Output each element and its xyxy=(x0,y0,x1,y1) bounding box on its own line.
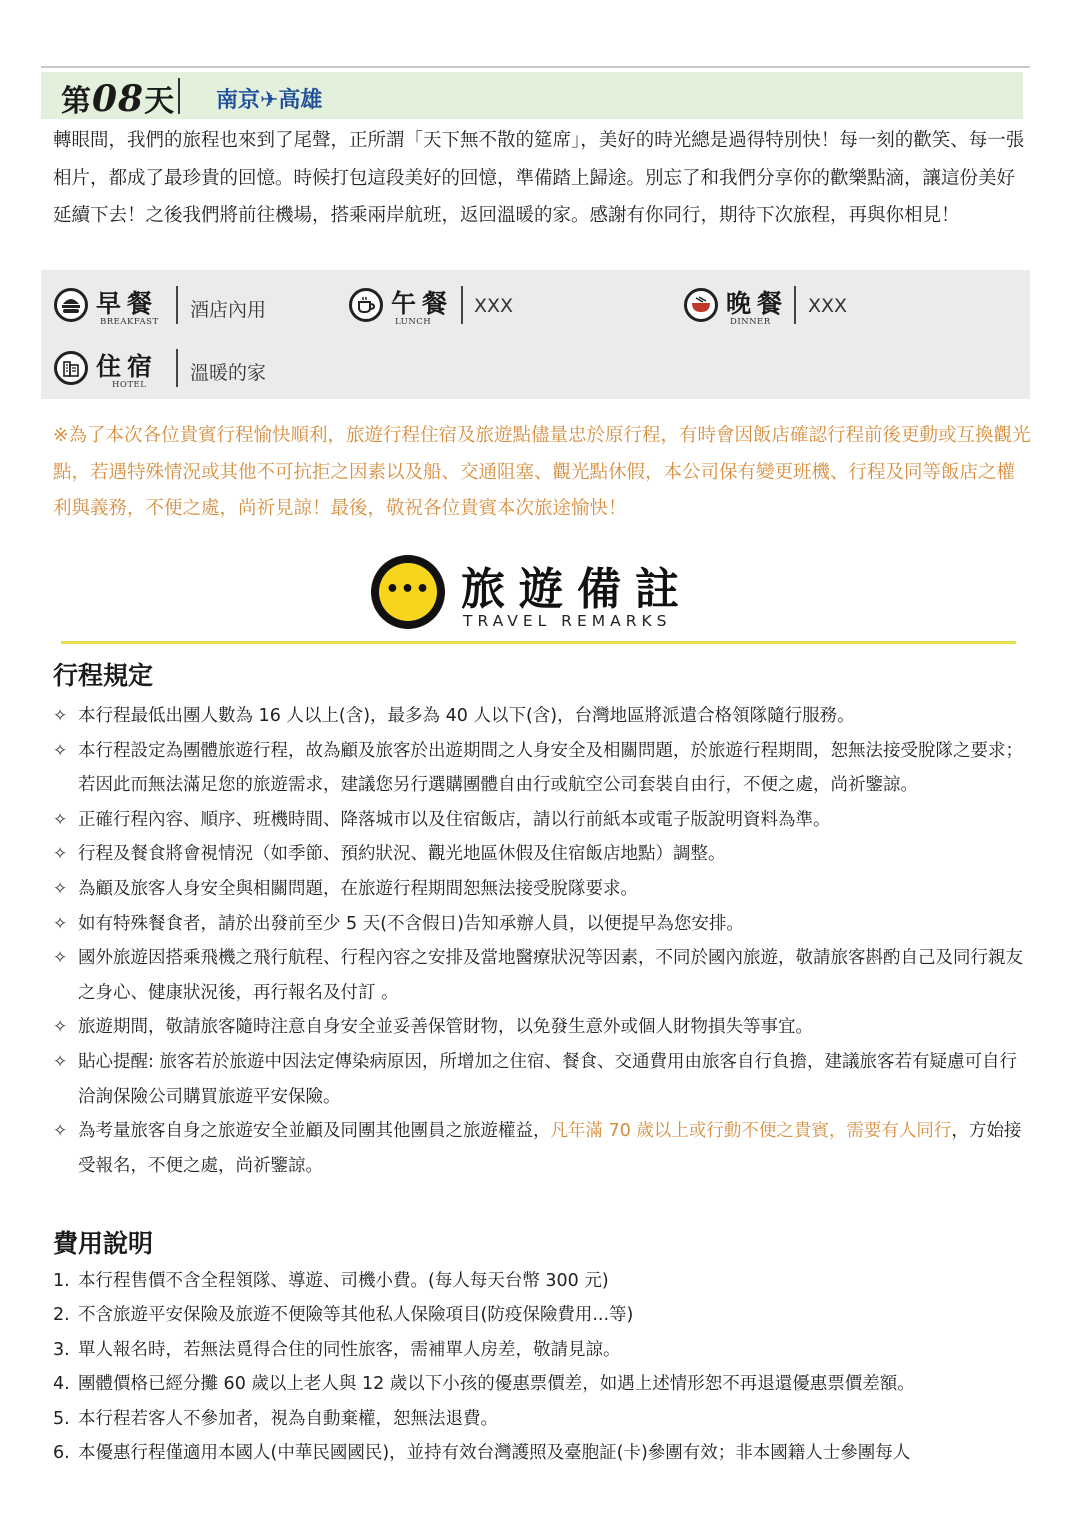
bullet-icon: ✧ xyxy=(53,1017,68,1038)
fee-text: 團體價格已經分攤 60 歲以上老人與 12 歲以下小孩的優惠票價差，如遇上述情形恕不再退還優惠票價差額。 xyxy=(78,1374,915,1395)
top-divider xyxy=(41,66,1030,68)
fee-text: 不含旅遊平安保險及旅遊不便險等其他私人保險項目(防疫保險費用...等) xyxy=(78,1305,634,1326)
fees-heading: 費用說明 xyxy=(53,1229,154,1258)
day-number: 08 xyxy=(92,78,145,120)
rule-item xyxy=(53,907,1033,942)
day-prefix: 第 xyxy=(61,84,92,119)
rule-text: 國外旅遊因搭乘飛機之飛行航程、行程內容之安排及當地醫療狀況等因素，不同於國內旅遊，敬請旅客斟酌自己及同行親友之身心、健康狀況後，再行報名及付訂 。 xyxy=(78,948,1023,1003)
fee-text: 本行程售價不含全程領隊、導遊、司機小費。(每人每天台幣 300 元) xyxy=(78,1271,609,1291)
rules-heading: 行程規定 xyxy=(53,661,154,690)
meal-dinner-divider xyxy=(794,286,796,324)
bubble-dots: ••• xyxy=(385,576,431,602)
meal-lunch-label: 午餐 xyxy=(391,289,454,318)
fee-item xyxy=(53,1402,1033,1436)
rule-text: 旅遊期間，敬請旅客隨時注意自身安全並妥善保管財物，以免發生意外或個人財物損失等事宜。 xyxy=(78,1017,813,1038)
fee-item xyxy=(53,1436,1033,1470)
building-icon xyxy=(54,351,88,385)
meal-hotel-divider xyxy=(176,349,178,387)
meal-breakfast xyxy=(54,280,354,330)
rule-item xyxy=(53,734,1033,803)
remarks-subtitle: TRAVEL REMARKS xyxy=(463,612,672,630)
meal-breakfast-en: BREAKFAST xyxy=(100,317,159,327)
fee-text: 本行程若客人不參加者，視為自動棄權，恕無法退費。 xyxy=(78,1408,498,1429)
day-label xyxy=(61,76,175,120)
fee-item xyxy=(53,1298,1033,1332)
meal-dinner-label: 晚餐 xyxy=(726,289,789,318)
bullet-icon: ✧ xyxy=(53,878,68,899)
bowl-icon xyxy=(684,288,718,322)
meal-hotel-label: 住宿 xyxy=(96,352,159,381)
meal-breakfast-divider xyxy=(176,286,178,324)
fee-item xyxy=(53,1333,1033,1367)
rule-text: 貼心提醒: 旅客若於旅遊中因法定傳染病原因，所增加之住宿、餐食、交通費用由旅客自行負擔，建議旅客若有疑慮可自行洽詢保險公司購買旅遊平安保險。 xyxy=(78,1051,1017,1107)
rule-item xyxy=(53,872,1033,907)
rule-item xyxy=(53,837,1033,872)
rule-text: 為考量旅客自身之旅遊安全並顧及同團其他團員之旅遊權益， xyxy=(78,1121,551,1142)
rule-text: 本行程設定為團體旅遊行程，故為顧及旅客於出遊期間之人身安全及相關問題，於旅遊行程期間，恕無法接受脫隊之要求；若因此而無法滿足您的旅遊需求，建議您另行選購團體自由行或航空公司套裝自由行，不便之處，尚祈鑒諒。 xyxy=(78,740,1023,796)
rule-item xyxy=(53,803,1033,838)
rule-item xyxy=(53,1045,1033,1114)
rule-item xyxy=(53,1114,1033,1183)
bullet-icon: ✧ xyxy=(53,844,68,865)
bullet-icon: ✧ xyxy=(53,1121,68,1142)
day-description: 轉眼間，我們的旅程也來到了尾聲，正所謂「天下無不散的筵席」，美好的時光總是過得特別快！每一刻的歡笑、每一張相片，都成了最珍貴的回憶。時候打包這段美好的回憶，準備踏上歸途。別忘了和我們分享你的歡樂點滴，讓這份美好延續下去！之後我們將前往機場，搭乘兩岸航班，返回溫暖的家。感謝有你同行，期待下次旅程，再與你相見！ xyxy=(53,130,1025,226)
fee-text: 單人報名時，若無法覓得合住的同性旅客，需補單人房差，敬請見諒。 xyxy=(78,1339,621,1360)
rule-item xyxy=(53,1010,1033,1045)
bullet-icon: ✧ xyxy=(53,740,68,761)
bullet-icon: ✧ xyxy=(53,913,68,934)
meal-hotel xyxy=(54,343,354,393)
burger-icon xyxy=(54,288,88,322)
fee-number: 2. xyxy=(53,1305,70,1326)
meal-dinner-value: XXX xyxy=(808,295,848,317)
fee-number: 4. xyxy=(53,1374,70,1395)
fee-number: 1. xyxy=(53,1271,70,1291)
meal-lunch-divider xyxy=(461,286,463,324)
rule-text: 本行程最低出團人數為 16 人以上(含)，最多為 40 人以下(含)，台灣地區將派遣合格領隊隨行服務。 xyxy=(78,706,855,726)
rule-text: 為顧及旅客人身安全與相關問題，在旅遊行程期間恕無法接受脫隊要求。 xyxy=(78,878,638,899)
coffee-cup-icon xyxy=(349,288,383,322)
rule-item xyxy=(53,699,1033,734)
bullet-icon: ✧ xyxy=(53,706,68,726)
day-suffix: 天 xyxy=(144,84,176,119)
rule-text: 行程及餐食將會視情況（如季節、預約狀況、觀光地區休假及住宿飯店地點）調整。 xyxy=(78,844,726,865)
meal-lunch xyxy=(349,280,649,330)
bullet-icon: ✧ xyxy=(53,809,68,830)
rule-item xyxy=(53,941,1033,1010)
bullet-icon: ✧ xyxy=(53,1051,68,1072)
day-route: 南京✈高雄 xyxy=(216,88,323,113)
meal-dinner xyxy=(684,280,984,330)
rule-highlight: 凡年滿 70 歲以上或行動不便之貴賓，需要有人同行 xyxy=(550,1121,952,1142)
meal-breakfast-label: 早餐 xyxy=(96,289,159,318)
fee-number: 3. xyxy=(53,1339,70,1360)
fee-number: 6. xyxy=(53,1443,70,1464)
fee-number: 5. xyxy=(53,1408,70,1429)
meal-dinner-en: DINNER xyxy=(730,317,771,327)
fee-text: 本優惠行程僅適用本國人(中華民國國民)，並持有效台灣護照及臺胞証(卡)參團有效；非本國籍人士參團每人 xyxy=(78,1443,911,1464)
fee-item xyxy=(53,1264,1033,1298)
remarks-underline xyxy=(61,641,1016,644)
rule-text: 如有特殊餐食者，請於出發前至少 5 天(不含假日)告知承辦人員，以便提早為您安排。 xyxy=(78,913,744,934)
meal-lunch-en: LUNCH xyxy=(395,317,432,327)
rule-text: ，方始接受報名，不便之處，尚祈鑒諒。 xyxy=(78,1121,1022,1176)
itinerary-notice: ※為了本次各位貴賓行程愉快順利，旅遊行程住宿及旅遊點儘量忠於原行程，有時會因飯店確認行程前後更動或互換觀光點，若遇特殊情況或其他不可抗拒之因素以及船、交通阻塞、觀光點休假，本公司保有變更班機、行程及同等飯店之權利與義務，不便之處，尚祈見諒！最後，敬祝各位貴賓本次旅途愉快！ xyxy=(53,425,1031,519)
chat-bubble-icon xyxy=(371,555,445,629)
day-separator xyxy=(178,78,180,114)
remarks-title: 旅遊備註 xyxy=(461,564,693,615)
rule-text: 正確行程內容、順序、班機時間、降落城市以及住宿飯店，請以行前紙本或電子版說明資料為準。 xyxy=(78,809,831,830)
fee-item xyxy=(53,1367,1033,1401)
meal-hotel-en: HOTEL xyxy=(112,380,147,390)
meal-lunch-value: XXX xyxy=(474,295,514,317)
meal-hotel-value: 溫暖的家 xyxy=(190,362,267,384)
day-header xyxy=(41,72,1023,119)
fees-list xyxy=(53,1264,1033,1470)
meals-panel xyxy=(41,270,1030,399)
bullet-icon: ✧ xyxy=(53,948,68,969)
rules-list xyxy=(53,699,1033,1183)
meal-breakfast-value: 酒店內用 xyxy=(190,299,267,321)
